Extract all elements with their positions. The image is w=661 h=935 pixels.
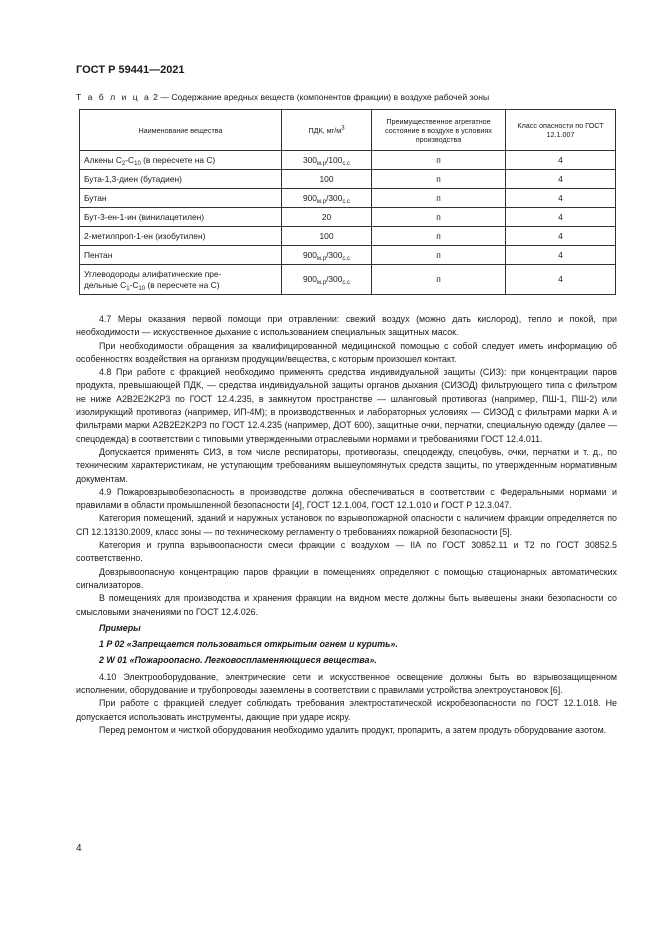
- cell-pdk: 100: [282, 227, 372, 246]
- col-state-header: Преимущественное агрегатное состояние в воздухе в условиях производства: [372, 110, 506, 151]
- cell-state: п: [372, 265, 506, 295]
- cell-pdk: $900_{м.р}/300_{с.с}$: [282, 189, 372, 208]
- cell-name: Углеводороды алифатические пре- дельные $С_1-С_{10}$ (в пересчете на С): [80, 265, 282, 295]
- table-row: [80, 189, 616, 208]
- cell-name: Бутан: [80, 189, 282, 208]
- cell-hazard: 4: [506, 246, 616, 265]
- cell-pdk: $900_{м.р}/300_{с.с}$: [282, 265, 372, 295]
- col-name-header: Наименование вещества: [80, 110, 282, 151]
- paragraph: При работе с фракцией следует соблюдать требования электростатической искробезопасности по ГОСТ 12.1.018. Не допускается использовать инструменты, дающие при ударе искру.: [76, 698, 617, 722]
- paragraph: 4.9 Пожаровзрывобезопасность в производстве должна обеспечиваться в соответствии с Федеральными нормами и правилами в области промышленной безопасности [4], ГОСТ 12.1.004, ГОСТ 12.1.010 и ГОСТ Р 12.3.047.: [76, 486, 617, 511]
- cell-pdk: $900_{м.р}/300_{с.с}$: [282, 246, 372, 265]
- table-row: [80, 265, 616, 295]
- table-header-row: [80, 110, 616, 151]
- cell-state: п: [372, 151, 506, 170]
- paragraph: Перед ремонтом и чисткой оборудования необходимо удалить продукт, пропарить, а затем продуть оборудование азотом.: [99, 724, 607, 735]
- document-header: ГОСТ Р 59441—2021: [76, 64, 185, 76]
- paragraph: В помещениях для производства и хранения фракции на видном месте должны быть вывешены знаки безопасности со смысловыми значениями по ГОСТ 12.4.026.: [76, 593, 617, 617]
- table-row: [80, 170, 616, 189]
- cell-name: 2-метилпроп-1-ен (изобутилен): [80, 227, 282, 246]
- table-caption: [76, 92, 489, 102]
- cell-name: Алкены $C_2-C_{10}$ (в пересчете на С): [80, 151, 282, 170]
- cell-name: Бут-3-ен-1-ин (винилацетилен): [80, 208, 282, 227]
- paragraph: Довзрывоопасную концентрацию паров фракции в помещениях определяют с помощью стационарных автоматических сигнализаторов.: [76, 566, 617, 590]
- col-hazard-header: Класс опасности по ГОСТ 12.1.007: [506, 110, 616, 151]
- table-row: [80, 208, 616, 227]
- example-item: 1 P 02 «Запрещается пользоваться открытым огнем и курить».: [99, 639, 398, 650]
- cell-name: Пентан: [80, 246, 282, 265]
- paragraph: Допускается применять СИЗ, в том числе респираторы, противогазы, спецодежду, спецобувь, очки, перчатки и т. д., по техническим характеристикам, не уступающим требованиям вышеупомянутых средств защиты, по утвержденным нормативным документам.: [76, 446, 617, 484]
- cell-hazard: 4: [506, 208, 616, 227]
- cell-state: п: [372, 246, 506, 265]
- cell-state: п: [372, 170, 506, 189]
- table-row: [80, 151, 616, 170]
- cell-hazard: 4: [506, 151, 616, 170]
- paragraph: При необходимости обращения за квалифицированной медицинской помощью с собой следует иметь информацию об особенностях воздействия на организм продукции/вещества, с которым произошел контакт.: [76, 340, 617, 364]
- example-item: 2 W 01 «Пожароопасно. Легковоспламеняющиеся вещества».: [99, 655, 377, 666]
- cell-pdk: $300_{м.р}/100_{с.с}$: [282, 151, 372, 170]
- col-pdk-header: [282, 110, 372, 151]
- cell-state: п: [372, 189, 506, 208]
- cell-hazard: 4: [506, 189, 616, 208]
- paragraph: 4.10 Электрооборудование, электрические сети и искусственное освещение должны быть во взрывозащищенном исполнении, оборудование и трубопроводы заземлены в соответствии с правилами устройства электроустановок [6].: [76, 671, 617, 696]
- paragraph: Категория помещений, зданий и наружных установок по взрывопожарной опасности с наличием фракции определяется по СП 12.13130.2009, класс зоны — по техническому регламенту о требованиях пожарной безопасности [5].: [76, 513, 617, 537]
- cell-state: п: [372, 227, 506, 246]
- paragraph: Категория и группа взрывоопасности смеси фракции с воздухом — IIА по ГОСТ 30852.11 и Т2 по ГОСТ 30852.5 соответственно.: [76, 540, 617, 564]
- table-caption-label: Т а б л и ц а: [76, 92, 151, 102]
- cell-pdk: 100: [282, 170, 372, 189]
- paragraph: 4.8 При работе с фракцией необходимо применять средства индивидуальной защиты (СИЗ): при концентрации паров продукта, превышающей ПДК, — средства индивидуальной защиты органов дыхания (СИЗОД) фильтрующего типа с фильтром не ниже A2B2E2K2P3 по ГОСТ 12.4.235, в замкнутом пространстве — шланговый противогаз (например, ПШ-1, ПШ-2) или изолирующий противогаз (например, ИП-4М); в производственных и лабораторных условиях — СИЗОД с фильтрами марки А и фильтрами марки A2B2E2K2P3 по ГОСТ 12.4.235 (например, ДОТ 600), защитные очки, перчатки, специальную одежду (далее — спецодежда) в соответствии с типовыми утвержденными отраслевыми нормами и требованиями ГОСТ 12.4.011.: [76, 367, 617, 444]
- cell-hazard: 4: [506, 227, 616, 246]
- body-text: [76, 313, 617, 737]
- cell-name: Бута-1,3-диен (бутадиен): [80, 170, 282, 189]
- page-number: 4: [76, 843, 82, 854]
- cell-hazard: 4: [506, 265, 616, 295]
- examples-title: Примеры: [99, 622, 141, 633]
- cell-state: п: [372, 208, 506, 227]
- table-caption-text: 2 — Содержание вредных веществ (компонентов фракции) в воздухе рабочей зоны: [150, 92, 490, 102]
- table-row: [80, 246, 616, 265]
- col-pdk-label: ПДК, мг/м: [308, 125, 342, 135]
- cell-hazard: 4: [506, 170, 616, 189]
- paragraph: 4.7 Меры оказания первой помощи при отравлении: свежий воздух (можно дать кислород), тепло и покой, при необходимости — искусственное дыхание с использованием специальных защитных масок.: [76, 314, 617, 338]
- col-pdk-sup: 3: [341, 125, 345, 132]
- substances-table: [79, 109, 616, 295]
- table-row: [80, 227, 616, 246]
- cell-pdk: 20: [282, 208, 372, 227]
